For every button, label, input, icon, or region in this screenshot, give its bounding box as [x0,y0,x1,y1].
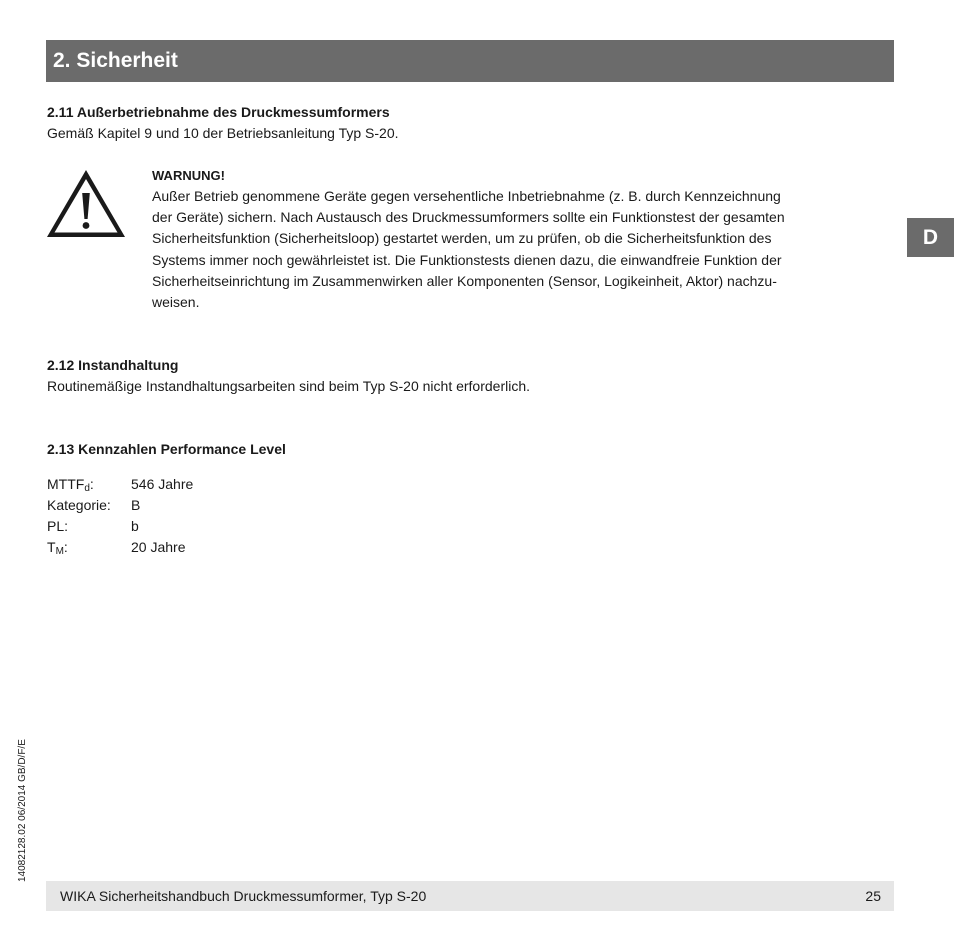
warning-text-line: Außer Betrieb genommene Geräte gegen versehentliche Inbetriebnahme (z. B. durch Kennzeichnung [152,188,781,204]
warning-text-line: weisen. [152,294,200,311]
spec-value: 20 Jahre [131,539,186,555]
section-2-11-heading: 2.11 Außerbetriebnahme des Druckmessumformers [47,104,390,120]
page-number: 25 [865,888,881,904]
warning-text-line: Sicherheitsfunktion (Sicherheitsloop) gestartet werden, um zu prüfen, ob die Sicherheitsfunktion des [152,230,772,247]
footer [46,881,894,911]
spec-label: $T_M$: [47,539,68,557]
chapter-title: 2. Sicherheit [46,40,894,82]
warning-triangle-icon [45,168,127,240]
section-2-12-heading: 2.12 Instandhaltung [47,357,179,373]
footer-title: WIKA Sicherheitshandbuch Druckmessumformer, Typ S-20 [60,888,427,904]
warning-title: WARNUNG! [152,168,225,183]
spec-value: B [131,497,141,513]
section-2-12-text: Routinemäßige Instandhaltungsarbeiten sind beim Typ S-20 nicht erforderlich. [47,378,531,394]
warning-text-line: Sicherheitseinrichtung im Zusammenwirken aller Komponenten (Sensor, Logikeinheit, Aktor) nachzu- [152,272,777,289]
warning-text-line: Systems immer noch gewährleistet ist. Die Funktionstests dienen dazu, die einwandfreie Funktion der [152,251,782,268]
warning-text-line: der Geräte) sichern. Nach Austausch des Druckmessumformers sollte ein Funktionstest der gesamten [152,209,785,226]
spec-label: $MTTF_d$: [47,476,94,494]
language-tab: D [907,218,954,257]
spec-value: 546 Jahre [131,476,194,492]
document-code: 14082128.02 06/2014 GB/D/F/E [17,739,28,882]
section-2-13-heading: 2.13 Kennzahlen Performance Level [47,441,286,457]
spec-label: PL: [47,518,69,534]
warning-text [152,186,888,313]
section-2-11-text: Gemäß Kapitel 9 und 10 der Betriebsanleitung Typ S-20. [47,125,399,141]
spec-label: Kategorie: [47,497,111,513]
spec-value: b [131,518,139,534]
